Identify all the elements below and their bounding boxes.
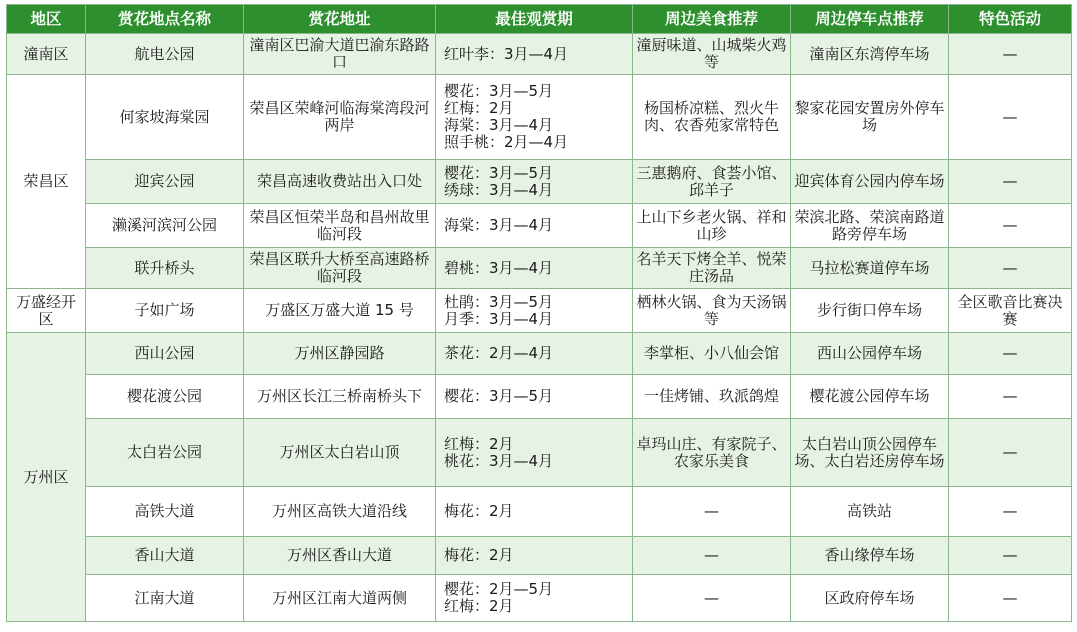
address-cell: 万盛区万盛大道 15 号 — [244, 289, 436, 333]
table-row — [7, 160, 1072, 204]
food-cell: 栖林火锅、食为天汤锅等 — [633, 289, 791, 333]
period-line: 樱花：3月—5月 — [444, 163, 554, 182]
parking-cell: 潼南区东湾停车场 — [791, 34, 949, 75]
parking-cell: 香山缘停车场 — [791, 537, 949, 575]
period-line: 梅花：2月 — [444, 502, 514, 520]
parking-cell: 马拉松赛道停车场 — [791, 248, 949, 289]
period-cell — [436, 333, 633, 375]
spot-name-cell: 迎宾公园 — [86, 160, 244, 204]
period-cell — [436, 289, 633, 333]
district-cell: 万盛经开区 — [7, 289, 86, 333]
spot-name-cell: 香山大道 — [86, 537, 244, 575]
period-line: 樱花：3月—5月 — [444, 82, 554, 100]
period-cell — [436, 419, 633, 487]
food-cell: 卓玛山庄、有家院子、农家乐美食 — [633, 419, 791, 487]
address-cell: 万州区香山大道 — [244, 537, 436, 575]
food-cell: 一佳烤铺、玖派鸽煌 — [633, 375, 791, 419]
activity-cell: — — [949, 419, 1072, 487]
table-row — [7, 419, 1072, 487]
district-cell: 荣昌区 — [7, 75, 86, 289]
table-row — [7, 248, 1072, 289]
period-cell — [436, 375, 633, 419]
parking-cell: 高铁站 — [791, 487, 949, 537]
header-activity: 特色活动 — [949, 5, 1072, 34]
table-row — [7, 204, 1072, 248]
parking-cell: 迎宾体育公园内停车场 — [791, 160, 949, 204]
table-body — [7, 34, 1072, 622]
spot-name-cell: 航电公园 — [86, 34, 244, 75]
period-line: 樱花：3月—5月 — [444, 387, 554, 405]
period-cell — [436, 160, 633, 204]
period-cell — [436, 75, 633, 160]
activity-cell: — — [949, 375, 1072, 419]
spot-name-cell: 江南大道 — [86, 575, 244, 622]
address-cell: 潼南区巴渝大道巴渝东路路口 — [244, 34, 436, 75]
header-district: 地区 — [7, 5, 86, 34]
parking-cell: 西山公园停车场 — [791, 333, 949, 375]
parking-cell: 步行街口停车场 — [791, 289, 949, 333]
header-spot-name: 赏花地点名称 — [86, 5, 244, 34]
spot-name-cell: 高铁大道 — [86, 487, 244, 537]
table-row — [7, 537, 1072, 575]
header-best-period: 最佳观赏期 — [436, 5, 633, 34]
activity-cell: — — [949, 575, 1072, 622]
parking-cell: 区政府停车场 — [791, 575, 949, 622]
period-cell — [436, 204, 633, 248]
parking-cell: 黎家花园安置房外停车场 — [791, 75, 949, 160]
activity-cell: — — [949, 160, 1072, 204]
period-line: 茶花：2月—4月 — [444, 344, 554, 362]
activity-cell: — — [949, 75, 1072, 160]
address-cell: 万州区静园路 — [244, 333, 436, 375]
period-line: 红梅：2月 — [444, 99, 514, 117]
activity-cell: — — [949, 34, 1072, 75]
food-cell: 上山下乡老火锅、祥和山珍 — [633, 204, 791, 248]
period-line: 照手桃：2月—4月 — [444, 133, 569, 151]
spot-name-cell: 樱花渡公园 — [86, 375, 244, 419]
table-row — [7, 289, 1072, 333]
parking-cell: 太白岩山顶公园停车场、太白岩还房停车场 — [791, 419, 949, 487]
period-line: 梅花：2月 — [444, 546, 514, 564]
period-line: 红梅：2月 — [444, 434, 514, 453]
food-cell: 杨国桥凉糕、烈火牛肉、农香苑家常特色 — [633, 75, 791, 160]
district-cell: 万州区 — [7, 333, 86, 622]
period-cell — [436, 575, 633, 622]
period-line: 海棠：3月—4月 — [444, 216, 554, 234]
spot-name-cell: 联升桥头 — [86, 248, 244, 289]
table-row — [7, 575, 1072, 622]
period-line: 红叶李：3月—4月 — [444, 44, 569, 63]
address-cell: 万州区长江三桥南桥头下 — [244, 375, 436, 419]
address-cell: 荣昌区恒荣半岛和昌州故里临河段 — [244, 204, 436, 248]
period-line: 海棠：3月—4月 — [444, 116, 554, 134]
address-cell: 荣昌区荣峰河临海棠湾段河两岸 — [244, 75, 436, 160]
district-cell: 潼南区 — [7, 34, 86, 75]
address-cell: 万州区江南大道两侧 — [244, 575, 436, 622]
table-row — [7, 487, 1072, 537]
spot-name-cell: 何家坡海棠园 — [86, 75, 244, 160]
activity-cell: — — [949, 333, 1072, 375]
table-row — [7, 375, 1072, 419]
address-cell: 荣昌区联升大桥至高速路桥临河段 — [244, 248, 436, 289]
food-cell: 潼厨味道、山城柴火鸡等 — [633, 34, 791, 75]
header-address: 赏花地址 — [244, 5, 436, 34]
food-cell: 三惠鹅府、食荟小馆、邱羊子 — [633, 160, 791, 204]
activity-cell: — — [949, 487, 1072, 537]
spot-name-cell: 濑溪河滨河公园 — [86, 204, 244, 248]
table-row — [7, 75, 1072, 160]
period-line: 杜鹃：3月—5月 — [444, 292, 554, 311]
table-row — [7, 333, 1072, 375]
spot-name-cell: 子如广场 — [86, 289, 244, 333]
table-row — [7, 34, 1072, 75]
header-food: 周边美食推荐 — [633, 5, 791, 34]
address-cell: 万州区高铁大道沿线 — [244, 487, 436, 537]
spot-name-cell: 太白岩公园 — [86, 419, 244, 487]
period-line: 樱花：2月—5月 — [444, 580, 554, 598]
header-row — [7, 5, 1072, 34]
period-cell — [436, 34, 633, 75]
parking-cell: 樱花渡公园停车场 — [791, 375, 949, 419]
food-cell: — — [633, 487, 791, 537]
period-cell — [436, 537, 633, 575]
period-line: 月季：3月—4月 — [444, 309, 554, 328]
activity-cell: — — [949, 537, 1072, 575]
address-cell: 荣昌高速收费站出入口处 — [244, 160, 436, 204]
flower-viewing-table — [6, 4, 1072, 622]
activity-cell: 全区歌音比赛决赛 — [949, 289, 1072, 333]
period-line: 绣球：3月—4月 — [444, 180, 554, 199]
period-line: 碧桃：3月—4月 — [444, 258, 554, 277]
address-cell: 万州区太白岩山顶 — [244, 419, 436, 487]
period-line: 红梅：2月 — [444, 597, 514, 615]
activity-cell: — — [949, 248, 1072, 289]
period-line: 桃花：3月—4月 — [444, 451, 554, 470]
spot-name-cell: 西山公园 — [86, 333, 244, 375]
header-parking: 周边停车点推荐 — [791, 5, 949, 34]
activity-cell: — — [949, 204, 1072, 248]
food-cell: 名羊天下烤全羊、悦荣庄汤品 — [633, 248, 791, 289]
parking-cell: 荣滨北路、荣滨南路道路旁停车场 — [791, 204, 949, 248]
food-cell: — — [633, 575, 791, 622]
food-cell: — — [633, 537, 791, 575]
food-cell: 李掌柜、小八仙会馆 — [633, 333, 791, 375]
period-cell — [436, 248, 633, 289]
period-cell — [436, 487, 633, 537]
